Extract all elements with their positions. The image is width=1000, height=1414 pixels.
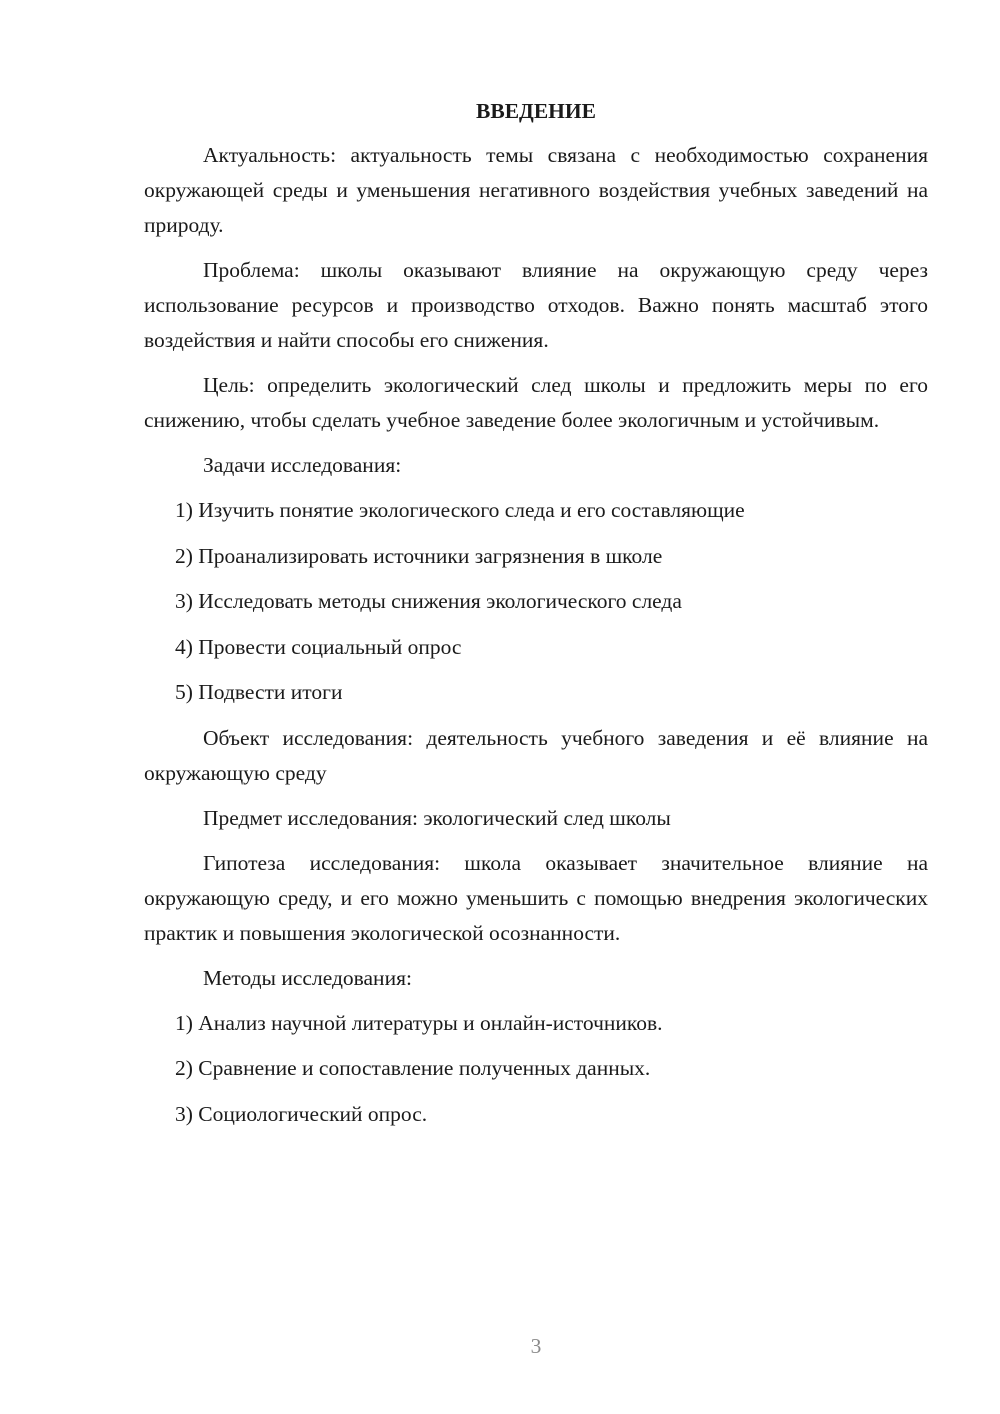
- hypothesis-paragraph: Гипотеза исследования: школа оказывает значительное влияние на окружающую среду, и его можно уменьшить с помощью внедрения экологических практик и повышения экологической осознанности.: [144, 850, 928, 945]
- method-item-2: 2) Сравнение и сопоставление полученных данных.: [175, 1056, 651, 1080]
- page-title: ВВЕДЕНИЕ: [476, 99, 596, 123]
- goal-paragraph: Цель: определить экологический след школы и предложить меры по его снижению, чтобы сделать учебное заведение более экологичным и устойчивым.: [144, 373, 928, 432]
- page-content: [144, 96, 928, 1142]
- methods-list: [144, 1006, 928, 1132]
- method-item-3: 3) Социологический опрос.: [175, 1101, 428, 1126]
- task-item-2: 2) Проанализировать источники загрязнения в школе: [175, 543, 663, 568]
- methods-heading: Методы исследования:: [203, 965, 412, 990]
- subject-paragraph: Предмет исследования: экологический след школы: [203, 805, 671, 830]
- page-number: 3: [530, 1334, 542, 1358]
- task-item-3: 3) Исследовать методы снижения экологического следа: [175, 589, 682, 613]
- task-item-1: 1) Изучить понятие экологического следа и его составляющие: [175, 498, 745, 522]
- problem-paragraph: Проблема: школы оказывают влияние на окружающую среду через использование ресурсов и производство отходов. Важно понять масштаб этого воздействия и найти способы его снижения.: [144, 258, 928, 352]
- tasks-list: [144, 493, 928, 710]
- method-item-1: 1) Анализ научной литературы и онлайн-источников.: [175, 1010, 663, 1035]
- tasks-heading: Задачи исследования:: [203, 453, 402, 477]
- task-item-4: 4) Провести социальный опрос: [175, 634, 462, 659]
- object-paragraph: Объект исследования: деятельность учебного заведения и её влияние на окружающую среду: [144, 725, 928, 785]
- relevance-paragraph: Актуальность: актуальность темы связана с необходимостью сохранения окружающей среды и уменьшения негативного воздействия учебных заведений на природу.: [144, 143, 928, 237]
- task-item-5: 5) Подвести итоги: [175, 680, 343, 704]
